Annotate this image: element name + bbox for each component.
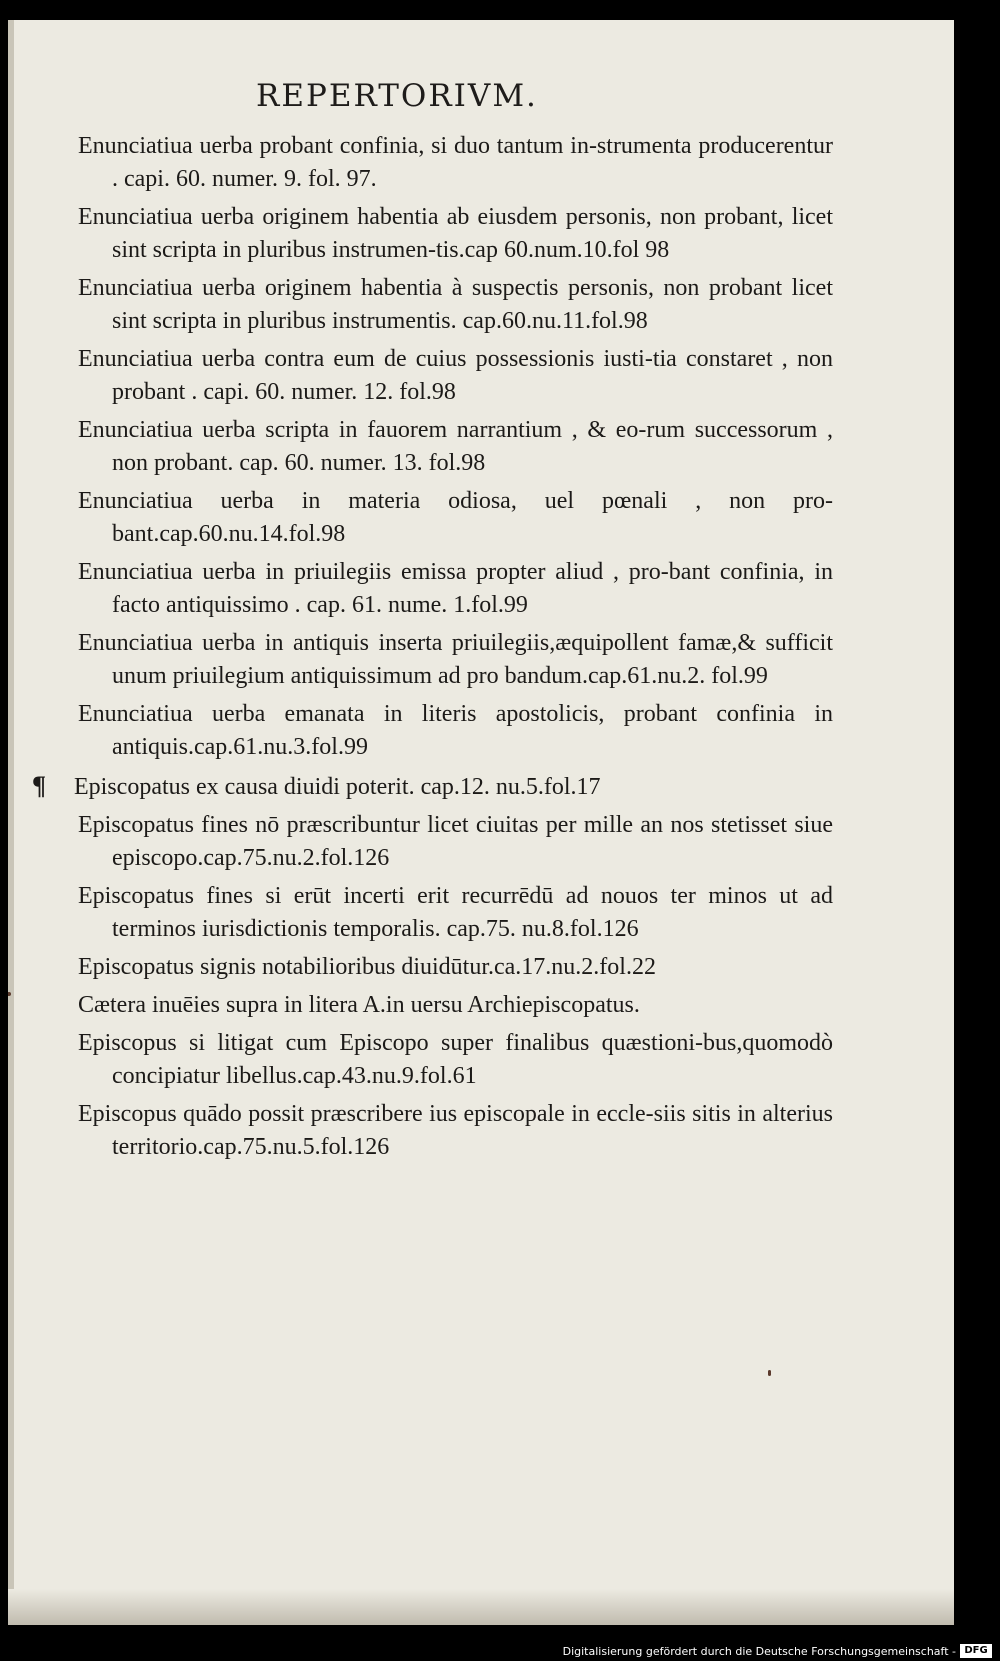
index-entry-section-start: ¶ Episcopatus ex causa diuidi poterit. cap.12. nu.5.fol.17: [32, 771, 601, 800]
index-entry: Episcopus quādo possit præscribere ius episcopale in eccle-siis sitis in alterius territorio.cap.75.nu.5.fol.126: [78, 1101, 833, 1160]
index-entry: Enunciatiua uerba in priuilegiis emissa propter aliud , pro-bant confinia, in facto antiquissimo . cap. 61. nume. 1.fol.99: [78, 559, 833, 618]
index-entries: [32, 130, 833, 1169]
index-entry: Enunciatiua uerba originem habentia ab eiusdem personis, non probant, licet sint scripta in pluribus instrumen-tis.cap 60.num.10.fol 98: [78, 204, 833, 263]
dfg-logo-icon: DFG: [960, 1644, 992, 1658]
running-head: REPERTORIVM.: [256, 78, 538, 114]
index-entry: Enunciatiua uerba originem habentia à suspectis personis, non probant licet sint scripta in pluribus instrumentis. cap.60.nu.11.fol.98: [78, 275, 833, 334]
index-entry: Enunciatiua uerba contra eum de cuius possessionis iusti-tia constaret , non probant . capi. 60. numer. 12. fol.98: [78, 346, 833, 405]
index-entry: Cætera inuēies supra in litera A.in uersu Archiepiscopatus.: [78, 992, 640, 1018]
index-entry: Episcopus si litigat cum Episcopo super finalibus quæstioni-bus,quomodò concipiatur libellus.cap.43.nu.9.fol.61: [78, 1030, 833, 1089]
index-entry: Enunciatiua uerba emanata in literis apostolicis, probant confinia in antiquis.cap.61.nu.3.fol.99: [78, 701, 833, 760]
index-entry: Episcopatus fines nō præscribuntur licet ciuitas per mille an nos stetisset siue episcopo.cap.75.nu.2.fol.126: [78, 812, 833, 871]
digitization-credit: Digitalisierung gefördert durch die Deutsche Forschungsgemeinschaft -: [562, 1645, 956, 1658]
index-entry: Enunciatiua uerba in materia odiosa, uel pœnali , non pro-bant.cap.60.nu.14.fol.98: [78, 488, 833, 547]
page-left-edge: [8, 20, 14, 1625]
index-entry: Episcopatus fines si erūt incerti erit recurrēdū ad nouos ter minos ut ad terminos iurisdictionis temporalis. cap.75. nu.8.fol.126: [78, 883, 833, 942]
book-page: [8, 20, 954, 1625]
index-entry: Enunciatiua uerba in antiquis inserta priuilegiis,æquipollent famæ,& sufficit unum priuilegium antiquissimum ad pro bandum.cap.61.nu.2. fol.99: [78, 630, 833, 689]
index-entry-text: Episcopatus ex causa diuidi poterit. cap.12. nu.5.fol.17: [74, 774, 601, 800]
margin-ink-mark: [768, 1370, 771, 1376]
index-entry: Enunciatiua uerba scripta in fauorem narrantium , & eo-rum successorum , non probant. cap. 60. numer. 13. fol.98: [78, 417, 833, 476]
index-entry: Enunciatiua uerba probant confinia, si duo tantum in-strumenta producerentur . capi. 60. numer. 9. fol. 97.: [78, 133, 833, 192]
page-bottom-shadow: [8, 1589, 954, 1625]
index-entry: Episcopatus signis notabilioribus diuidūtur.ca.17.nu.2.fol.22: [78, 954, 656, 980]
